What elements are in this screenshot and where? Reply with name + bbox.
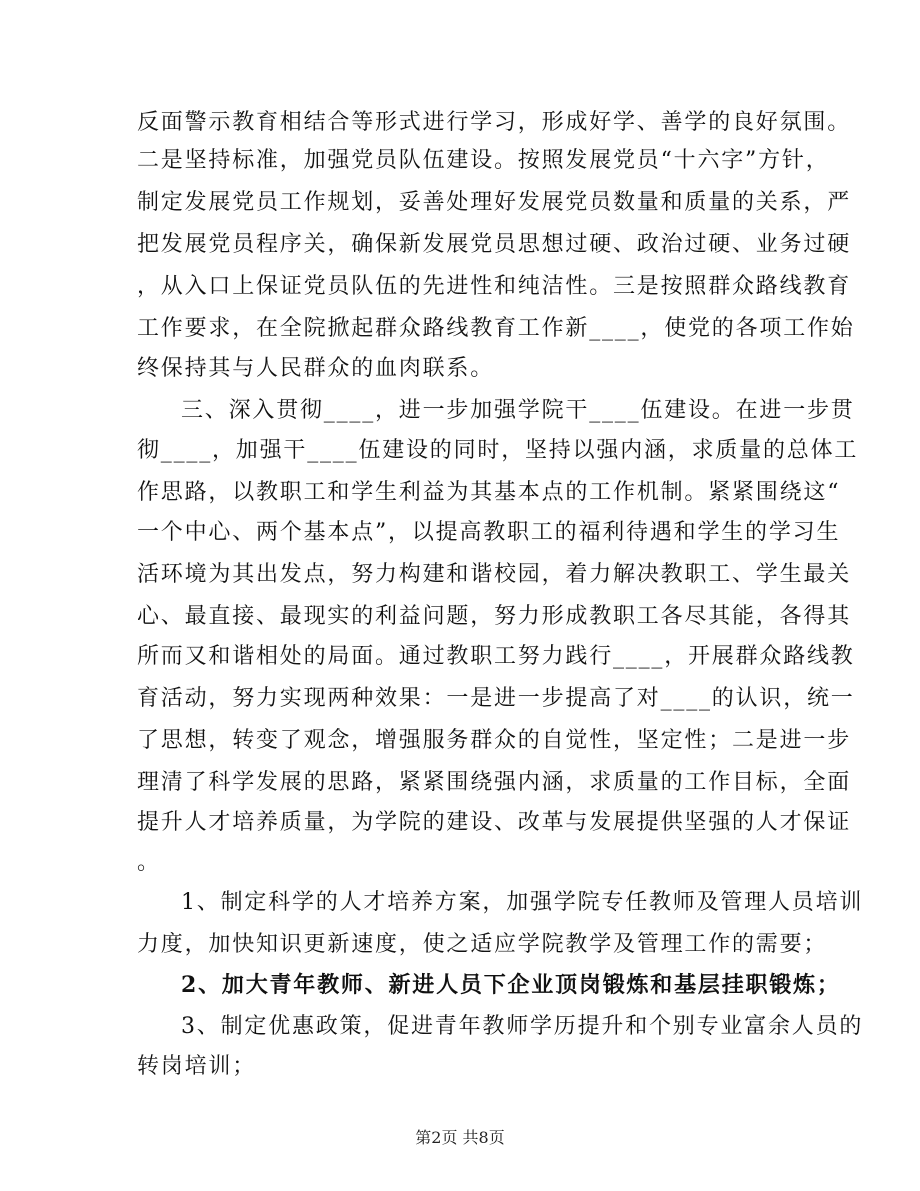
- paragraph-line: 终保持其与人民群众的血肉联系。: [137, 356, 495, 381]
- list-item-line: 转岗培训；: [137, 1054, 257, 1079]
- paragraph-line: 活环境为其出发点，努力构建和谐校园，着力解决教职工、学生最关: [137, 562, 852, 587]
- paragraph-line: 了思想，转变了观念，增强服务群众的自觉性，坚定性；二是进一步: [137, 728, 852, 753]
- paragraph-line: 彻____，加强干____伍建设的同时，坚持以强内涵，求质量的总体工: [137, 438, 859, 463]
- paragraph-line: 三、深入贯彻____，进一步加强学院干____伍建设。在进一步贯: [181, 398, 855, 423]
- paragraph-line: 工作要求，在全院掀起群众路线教育工作新____，使党的各项工作始: [137, 316, 855, 341]
- paragraph-line: 。: [137, 850, 161, 875]
- paragraph-line: 制定发展党员工作规划，妥善处理好发展党员数量和质量的关系，严: [137, 190, 852, 215]
- paragraph-line: 反面警示教育相结合等形式进行学习，形成好学、善学的良好氛围。: [137, 110, 852, 135]
- page-number-footer: 第2页 共8页: [415, 1128, 505, 1147]
- list-item-line: 力度，加快知识更新速度，使之适应学院教学及管理工作的需要；: [137, 932, 828, 957]
- paragraph-line: 把发展党员程序关，确保新发展党员思想过硬、政治过硬、业务过硬: [137, 232, 852, 257]
- paragraph-line: 一个中心、两个基本点”，以提高教职工的福利待遇和学生的学习生: [137, 520, 841, 545]
- paragraph-line: 二是坚持标准，加强党员队伍建设。按照发展党员“十六字”方针，: [137, 148, 830, 173]
- paragraph-line: 心、最直接、最现实的利益问题，努力形成教职工各尽其能，各得其: [137, 604, 852, 629]
- list-item-line-bold: 2、加大青年教师、新进人员下企业顶岗锻炼和基层挂职锻炼；: [181, 972, 841, 998]
- paragraph-line: 育活动，努力实现两种效果：一是进一步提高了对____的认识，统一: [137, 686, 855, 711]
- paragraph-line: 所而又和谐相处的局面。通过教职工努力践行____，开展群众路线教: [137, 644, 855, 669]
- paragraph-line: 理清了科学发展的思路，紧紧围绕强内涵，求质量的工作目标，全面: [137, 770, 852, 795]
- list-item-line: 1、制定科学的人才培养方案，加强学院专任教师及管理人员培训: [181, 890, 864, 915]
- paragraph-line: 作思路，以教职工和学生利益为其基本点的工作机制。紧紧围绕这“: [137, 480, 841, 505]
- list-item-line: 3、制定优惠政策，促进青年教师学历提升和个别专业富余人员的: [181, 1014, 864, 1039]
- paragraph-line: ，从入口上保证党员队伍的先进性和纯洁性。三是按照群众路线教育: [137, 274, 852, 299]
- paragraph-line: 提升人才培养质量，为学院的建设、改革与发展提供坚强的人才保证: [137, 810, 852, 835]
